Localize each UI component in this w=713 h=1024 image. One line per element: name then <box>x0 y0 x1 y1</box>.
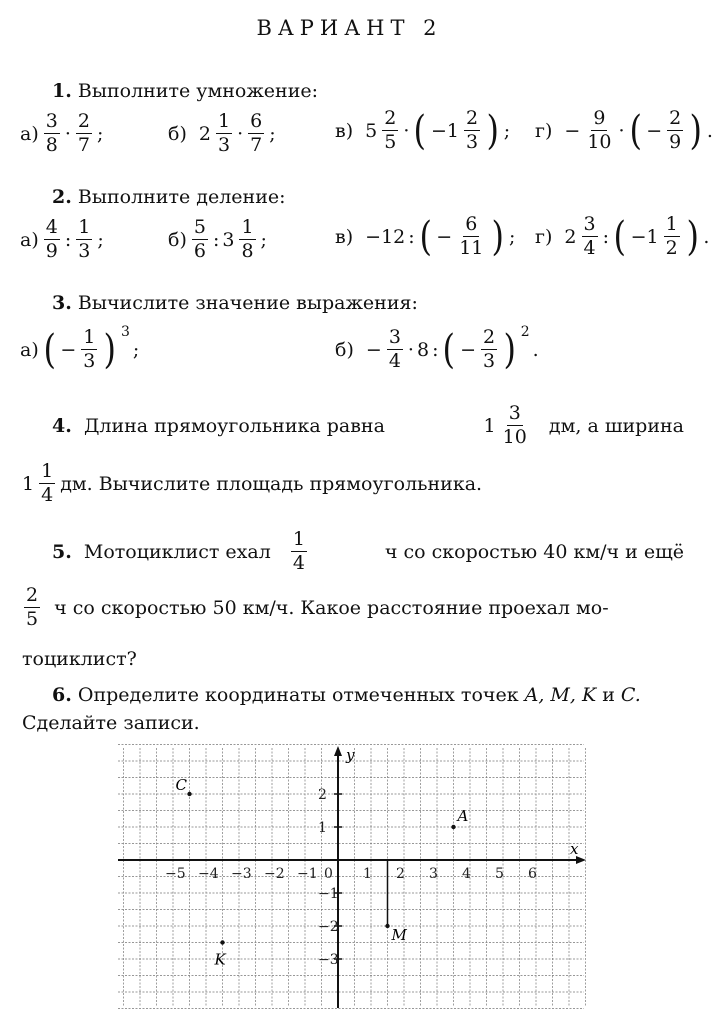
task1-a: а) $\frac{3}{8}$ · $\frac{2}{7}$ ; <box>20 110 104 156</box>
point-label-m: M <box>391 926 407 944</box>
point-a <box>451 825 455 829</box>
y-tick-label: −2 <box>318 919 339 935</box>
task5-line1: 5. Мотоциклист ехал $\frac{1}{4}$ ч со скоростью 40 км/ч и ещё <box>52 528 684 574</box>
x-axis-label: x <box>570 840 579 858</box>
x-tick-label: 1 <box>363 866 372 882</box>
point-label-k: K <box>214 950 226 969</box>
point-k <box>220 940 224 944</box>
task3-a: а) ( − $\frac{1}{3}$ ) 3 ; <box>20 323 140 373</box>
x-tick-label: −5 <box>165 866 186 882</box>
task4-line2: 1 $\frac{1}{4}$ дм. Вычислите площадь прямоугольника. <box>22 460 483 506</box>
task2-c: в) −12 : ( − $\frac{6}{11}$ ) ; <box>335 213 516 260</box>
y-axis-arrow <box>334 746 342 756</box>
y-tick-label: −1 <box>318 886 339 902</box>
x-tick-label: −3 <box>231 866 252 882</box>
y-tick-label: −3 <box>318 952 339 968</box>
task2-a: а) $\frac{4}{9}$ : $\frac{1}{3}$ ; <box>20 216 104 262</box>
task2-b: б) $\frac{5}{6}$ : 3 $\frac{1}{8}$ ; <box>168 216 267 262</box>
task1-heading: 1. Выполните умножение: <box>52 80 319 102</box>
task6-line2: Сделайте записи. <box>22 712 200 734</box>
x-tick-label: −2 <box>264 866 285 882</box>
x-tick-label: 2 <box>396 866 405 882</box>
task1-c: в) 5 $\frac{2}{5}$ · ( −1 $\frac{2}{3}$ ) ; <box>335 107 511 154</box>
task2-heading: 2. Выполните деление: <box>52 186 286 208</box>
y-axis-label: y <box>346 746 355 764</box>
task5-line2: $\frac{2}{5}$ ч со скоростью 50 км/ч. Какое расстояние проехал мо- <box>26 584 609 630</box>
axes <box>118 746 586 1008</box>
task2-d: г) 2 $\frac{3}{4}$ : ( −1 $\frac{1}{2}$ ) . <box>535 213 710 260</box>
x-tick-label: −4 <box>198 866 219 882</box>
task4-line1: 4. Длина прямоугольника равна 1 $\frac{3}{10}$ дм, а ширина <box>52 402 684 448</box>
point-label-a: A <box>457 807 469 825</box>
point-c <box>187 792 191 796</box>
coordinate-grid <box>114 740 590 1010</box>
x-tick-label: 6 <box>528 866 537 882</box>
page-title: ВАРИАНТ 2 <box>256 16 443 40</box>
grid-lines <box>118 745 586 1009</box>
task1-d: г) − $\frac{9}{10}$ · ( − $\frac{2}{9}$ ) . <box>535 107 713 154</box>
task6-line1: 6. Определите координаты отмеченных точек A, M, K и C. <box>52 684 641 706</box>
x-tick-label: 5 <box>495 866 504 882</box>
points <box>176 776 469 969</box>
x-tick-label: 3 <box>429 866 438 882</box>
point-m <box>385 924 389 928</box>
tick-labels <box>165 787 537 968</box>
x-tick-label: 4 <box>462 866 471 882</box>
point-label-c: C <box>175 776 187 794</box>
task5-line3: тоциклист? <box>22 648 137 670</box>
task3-b: б) − $\frac{3}{4}$ · 8 : ( − $\frac{2}{3}$ ) 2 . <box>335 323 539 373</box>
y-tick-label: 1 <box>318 820 327 836</box>
y-tick-label: 2 <box>318 787 327 803</box>
task1-b: б) 2 $\frac{1}{3}$ · $\frac{6}{7}$ ; <box>168 110 276 156</box>
x-tick-label: 0 <box>324 866 333 882</box>
task3-heading: 3. Вычислите значение выражения: <box>52 292 418 314</box>
x-tick-label: −1 <box>297 866 318 882</box>
